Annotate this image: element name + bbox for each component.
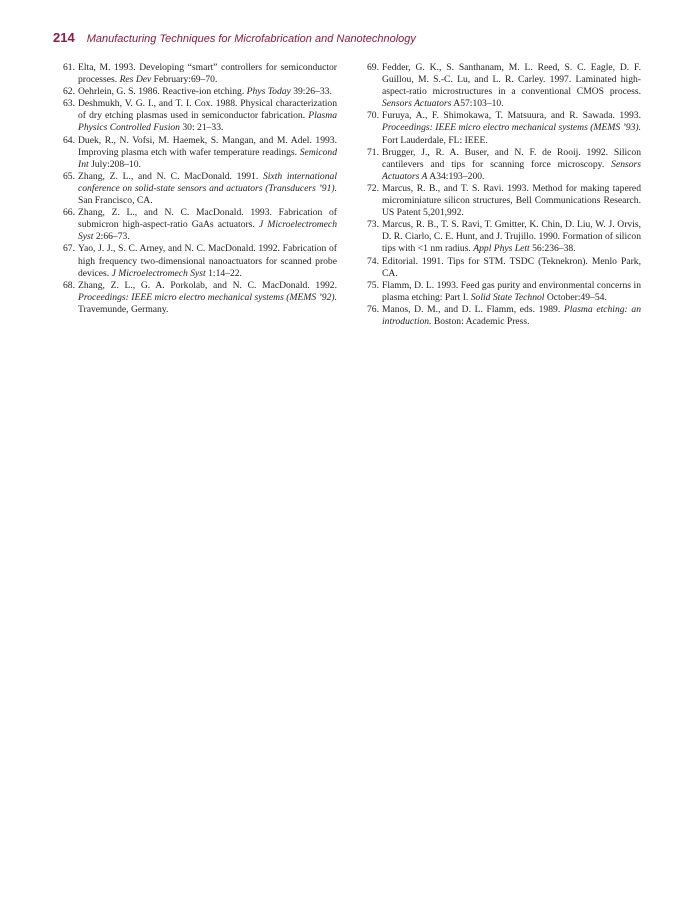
reference-source-italic: Appl Phys Lett bbox=[473, 243, 530, 255]
reference-source-italic: Plasma etching: an introduction. bbox=[382, 303, 641, 327]
reference-text bbox=[78, 135, 337, 170]
reference-text bbox=[382, 147, 641, 182]
reference-text-segment: Marcus, R. B., T. S. Ravi, T. Gmitter, K. Chin, D. Liu, W. J. Orvis, D. R. Ciarlo, C. E. Hunt, and J. Trujillo. 1990. Formation of silicon tips with <1 nm radius. bbox=[382, 219, 641, 255]
running-title: Manufacturing Techniques for Microfabrication and Nanotechnology bbox=[86, 33, 416, 45]
references-left-column bbox=[59, 62, 337, 316]
reference-number: 65. bbox=[63, 170, 75, 182]
reference-number: 75. bbox=[367, 279, 379, 291]
reference-text bbox=[78, 86, 332, 97]
reference-entry bbox=[59, 98, 337, 134]
reference-entry bbox=[363, 147, 641, 183]
reference-source-italic: Proceedings: IEEE micro electro mechanical systems (MEMS ’93). bbox=[382, 122, 641, 134]
reference-text bbox=[78, 171, 337, 206]
reference-source-italic: Res Dev bbox=[119, 74, 152, 86]
reference-entry bbox=[363, 280, 641, 304]
page-number: 214 bbox=[53, 30, 75, 45]
reference-entry bbox=[59, 280, 337, 316]
reference-entry bbox=[59, 62, 337, 86]
reference-source-italic: Sensors Actuators A bbox=[382, 158, 641, 182]
reference-text bbox=[382, 183, 641, 218]
reference-number: 62. bbox=[63, 86, 75, 98]
reference-number: 70. bbox=[367, 110, 379, 122]
reference-text-segment: A34:193–200. bbox=[427, 170, 485, 182]
reference-text-segment: Marcus, R. B., and T. S. Ravi. 1993. Method for making tapered microminiature silicon structures, Bell Communications Research. US Patent 5,201,992. bbox=[382, 182, 641, 219]
reference-text bbox=[78, 207, 337, 242]
reference-number: 61. bbox=[63, 62, 75, 73]
reference-text-segment: Oehrlein, G. S. 1986. Reactive-ion etching. bbox=[78, 86, 247, 98]
references-right-column bbox=[363, 62, 641, 328]
reference-source-italic: Proceedings: IEEE micro electro mechanical systems (MEMS ’92). bbox=[78, 291, 337, 303]
reference-text-segment: Zhang, Z. L., and N. C. MacDonald. 1991. bbox=[78, 170, 263, 182]
reference-text-segment: 2:66–73. bbox=[93, 231, 130, 243]
reference-source-italic: Sensors Actuators bbox=[382, 98, 452, 110]
reference-text bbox=[78, 243, 337, 278]
reference-source-italic: J Microelectromech Syst bbox=[78, 219, 337, 243]
reference-text-segment: Editorial. 1991. Tips for STM. TSDC (Teknekron). Menlo Park, CA. bbox=[382, 255, 641, 279]
reference-number: 68. bbox=[63, 279, 75, 291]
reference-text-segment: Boston: Academic Press. bbox=[431, 315, 530, 327]
reference-entry bbox=[363, 304, 641, 328]
reference-source-italic: Semicond Int bbox=[78, 146, 337, 170]
reference-text-segment: Yao, J. J., S. C. Arney, and N. C. MacDonald. 1992. Fabrication of high frequency two-dimensional nanoactuators for scanned probe devices. bbox=[78, 243, 337, 279]
reference-text-segment: Duek, R., N. Vofsi, M. Haemek, S. Mangan, and M. Adel. 1993. Improving plasma etch with wafer temperature readings. bbox=[78, 134, 337, 158]
reference-text-segment: Manos, D. M., and D. L. Flamm, eds. 1989. bbox=[382, 303, 564, 315]
reference-text-segment: February:69–70. bbox=[151, 74, 218, 86]
reference-text-segment: A57:103–10. bbox=[451, 98, 504, 110]
reference-text-segment: Zhang, Z. L., G. A. Porkolab, and N. C. MacDonald. 1992. bbox=[78, 279, 337, 291]
reference-text-segment: Furuya, A., F. Shimokawa, T. Matsuura, and R. Sawada. 1993. bbox=[382, 110, 641, 122]
reference-number: 63. bbox=[63, 98, 75, 110]
reference-number: 64. bbox=[63, 134, 75, 146]
reference-text bbox=[382, 256, 641, 279]
reference-text-segment: October:49–54. bbox=[544, 291, 607, 303]
reference-text-segment: Travemunde, Germany. bbox=[78, 303, 169, 315]
reference-text-segment: Fedder, G. K., S. Santhanam, M. L. Reed, S. C. Eagle, D. F. Guillou, M. S.-C. Lu, and L. R. Carley. 1997. Laminated high-aspect-ratio microstructures in a conventional CMOS process. bbox=[382, 62, 641, 98]
reference-text-segment: San Francisco, CA. bbox=[78, 195, 153, 207]
reference-text bbox=[382, 280, 641, 303]
reference-entry bbox=[363, 183, 641, 219]
reference-source-italic: Plasma Physics Controlled Fusion bbox=[78, 110, 337, 134]
reference-source-italic: Sixth international conference on solid-state sensors and actuators (Transducers ’91). bbox=[78, 170, 337, 194]
reference-entry bbox=[59, 135, 337, 171]
reference-text-segment: 39:26–33. bbox=[290, 86, 332, 98]
reference-text bbox=[78, 98, 337, 133]
reference-text-segment: July:208–10. bbox=[88, 158, 141, 170]
reference-text-segment: 56:236–38. bbox=[529, 243, 576, 255]
reference-text bbox=[382, 219, 641, 254]
reference-text bbox=[78, 280, 337, 315]
reference-entry bbox=[363, 219, 641, 255]
reference-entry bbox=[59, 171, 337, 207]
reference-number: 66. bbox=[63, 207, 75, 219]
reference-text-segment: 1:14–22. bbox=[205, 267, 242, 279]
reference-number: 74. bbox=[367, 255, 379, 267]
reference-text bbox=[382, 110, 641, 145]
reference-entry bbox=[59, 207, 337, 243]
reference-entry bbox=[59, 243, 337, 279]
reference-source-italic: J Microelectromech Syst bbox=[111, 267, 206, 279]
reference-text-segment: Flamm, D. L. 1993. Feed gas purity and environmental concerns in plasma etching: Part I. bbox=[382, 279, 641, 303]
reference-text-segment: 30: 21–33. bbox=[179, 122, 224, 134]
reference-number: 71. bbox=[367, 146, 379, 158]
reference-number: 76. bbox=[367, 303, 379, 315]
reference-number: 69. bbox=[367, 62, 379, 73]
reference-number: 72. bbox=[367, 182, 379, 194]
reference-source-italic: Solid State Technol bbox=[470, 291, 545, 303]
reference-text-segment: Elta, M. 1993. Developing “smart” controllers for semiconductor processes. bbox=[78, 62, 337, 86]
reference-number: 73. bbox=[367, 219, 379, 231]
reference-number: 67. bbox=[63, 243, 75, 255]
reference-text bbox=[382, 62, 641, 109]
reference-entry bbox=[363, 256, 641, 280]
reference-source-italic: Phys Today bbox=[246, 86, 291, 98]
reference-entry bbox=[363, 62, 641, 110]
reference-text-segment: Deshmukh, V. G. I., and T. I. Cox. 1988. Physical characterization of dry etching plasmas used in semiconductor fabrication. bbox=[78, 98, 337, 122]
page-header bbox=[53, 30, 416, 46]
reference-text-segment: Fort Lauderdale, FL: IEEE. bbox=[382, 134, 488, 146]
reference-text bbox=[78, 62, 337, 85]
reference-entry bbox=[59, 86, 337, 98]
reference-text-segment: Zhang, Z. L., and N. C. MacDonald. 1993. Fabrication of submicron high-aspect-ratio GaAs actuators. bbox=[78, 207, 337, 231]
reference-entry bbox=[363, 110, 641, 146]
reference-text bbox=[382, 304, 641, 327]
reference-text-segment: Brugger, J., R. A. Buser, and N. F. de Rooij. 1992. Silicon cantilevers and tips for scanning force microscopy. bbox=[382, 146, 641, 170]
